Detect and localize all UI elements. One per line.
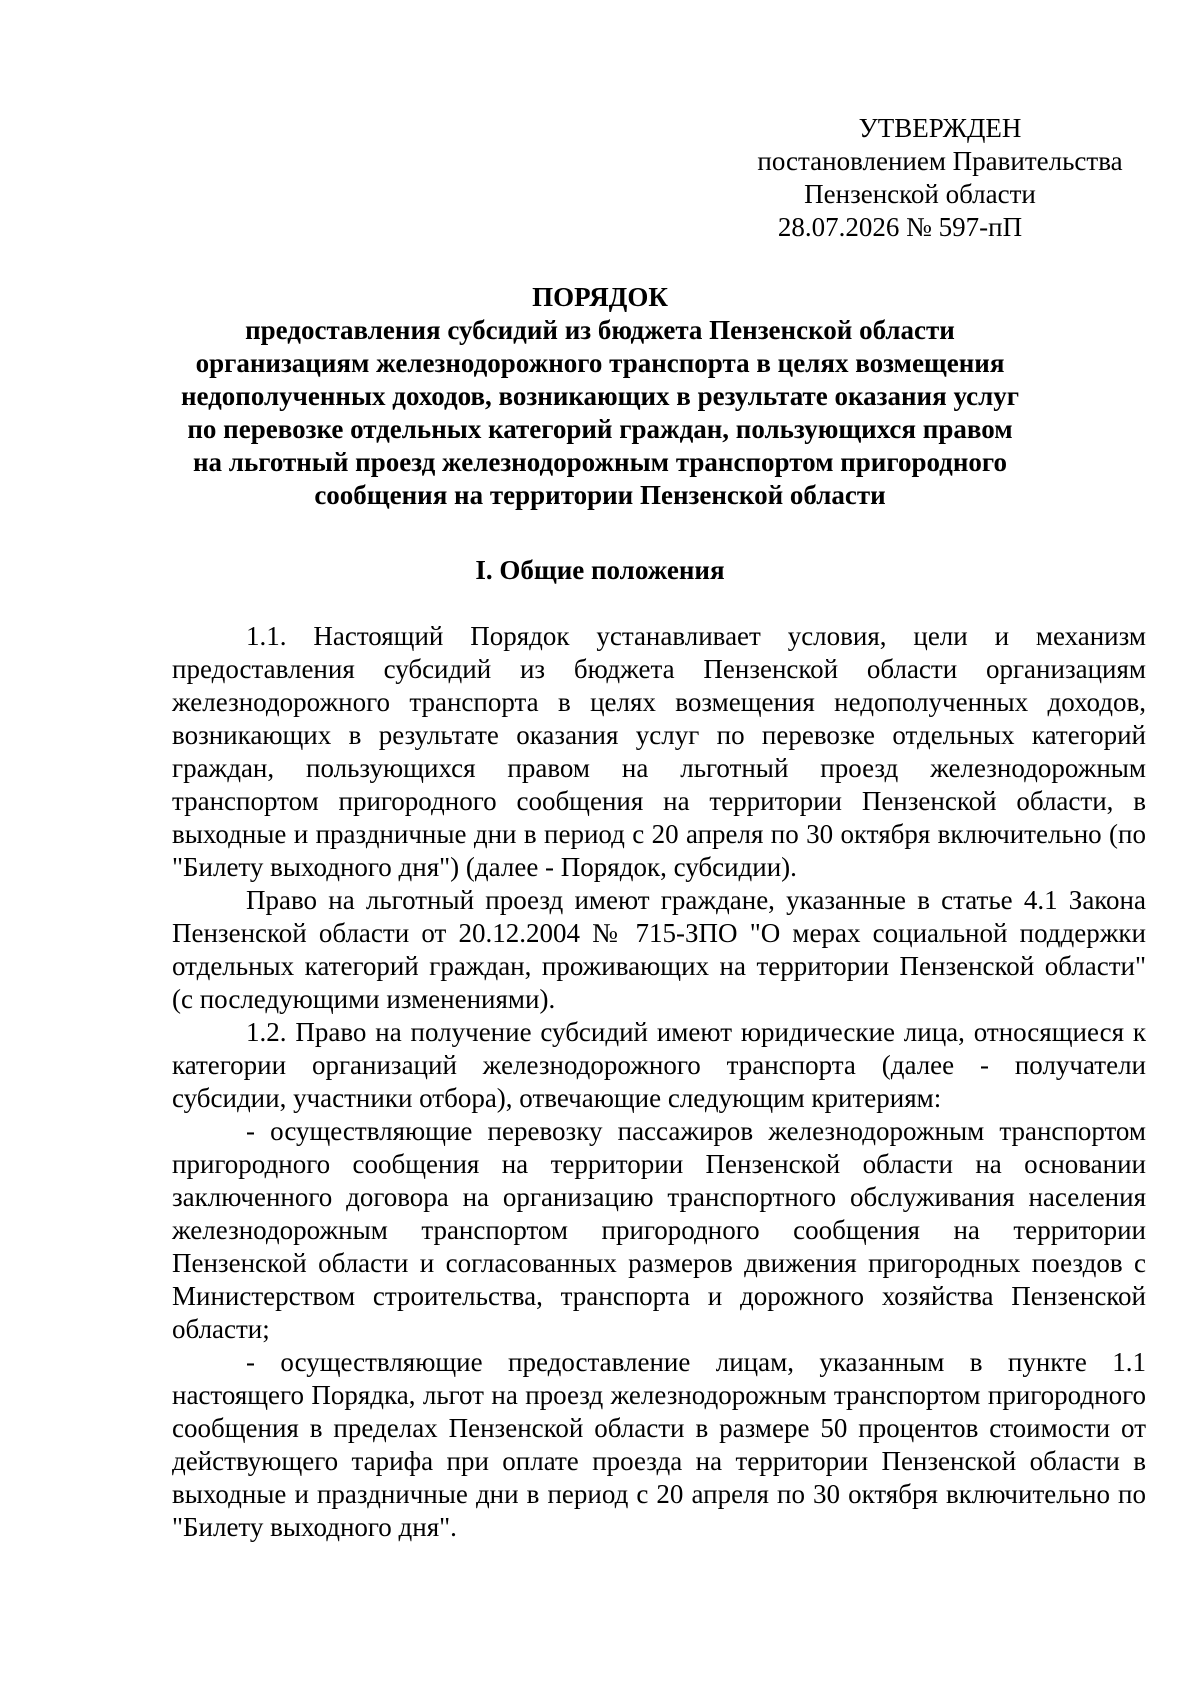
- subtitle-line: недополученных доходов, возникающих в результате оказания услуг: [180, 381, 1020, 411]
- approval-line-region: Пензенской области: [804, 179, 1036, 209]
- section-heading: I. Общие положения: [475, 555, 725, 585]
- criteria-item-transport: - осуществляющие перевозку пассажиров железнодорожным транспортом пригородного сообщения на территории Пензенской области на основании заключенного договора на организацию транспортного обслуживания населения железнодорожным транспортом пригородного сообщения на территории Пензенской области и согласованных размеров движения пригородных поездов с Министерством строительства, транспорта и дорожного хозяйства Пензенской области;: [172, 1116, 1146, 1344]
- subtitle-line: на льготный проезд железнодорожным транспортом пригородного: [193, 447, 1007, 477]
- subtitle-line: по перевозке отдельных категорий граждан, пользующихся правом: [187, 414, 1013, 444]
- subtitle-line: сообщения на территории Пензенской области: [314, 480, 886, 510]
- document-body: [172, 620, 1146, 1544]
- paragraph-eligibility: Право на льготный проезд имеют граждане, указанные в статье 4.1 Закона Пензенской области от 20.12.2004 № 715-ЗПО "О мерах социальной поддержки отдельных категорий граждан, проживающих на территории Пензенской области" (с последующими изменениями).: [172, 885, 1146, 1014]
- document-subtitle: [170, 314, 1030, 512]
- approval-line-date-number: 28.07.2026 № 597-пП: [777, 212, 1023, 242]
- document-title: ПОРЯДОК: [532, 282, 668, 312]
- paragraph-1-2: 1.2. Право на получение субсидий имеют юридические лица, относящиеся к категории организаций железнодорожного транспорта (далее - получатели субсидии, участники отбора), отвечающие следующим критериям:: [172, 1017, 1146, 1113]
- document-title-block: [170, 281, 1030, 512]
- criteria-item-benefits: - осуществляющие предоставление лицам, указанным в пункте 1.1 настоящего Порядка, льгот на проезд железнодорожным транспортом пригородного сообщения в пределах Пензенской области в размере 50 процентов стоимости от действующего тарифа при оплате проезда на территории Пензенской области в выходные и праздничные дни в период с 20 апреля по 30 октября включительно по "Билету выходного дня".: [172, 1347, 1146, 1542]
- approval-line-approved: УТВЕРЖДЕН: [858, 113, 1022, 143]
- paragraph-1-1: 1.1. Настоящий Порядок устанавливает условия, цели и механизм предоставления субсидий из бюджета Пензенской области организациям железнодорожного транспорта в целях возмещения недополученных доходов, возникающих в результате оказания услуг по перевозке отдельных категорий граждан, пользующихся правом на льготный проезд железнодорожным транспортом пригородного сообщения на территории Пензенской области, в выходные и праздничные дни в период с 20 апреля по 30 октября включительно (по "Билету выходного дня") (далее - Порядок, субсидии).: [172, 621, 1146, 882]
- subtitle-line: предоставления субсидий из бюджета Пензенской области: [245, 315, 955, 345]
- subtitle-line: организациям железнодорожного транспорта в целях возмещения: [195, 348, 1005, 378]
- approval-line-resolution: постановлением Правительства: [757, 146, 1123, 176]
- approval-stamp: [700, 112, 1140, 244]
